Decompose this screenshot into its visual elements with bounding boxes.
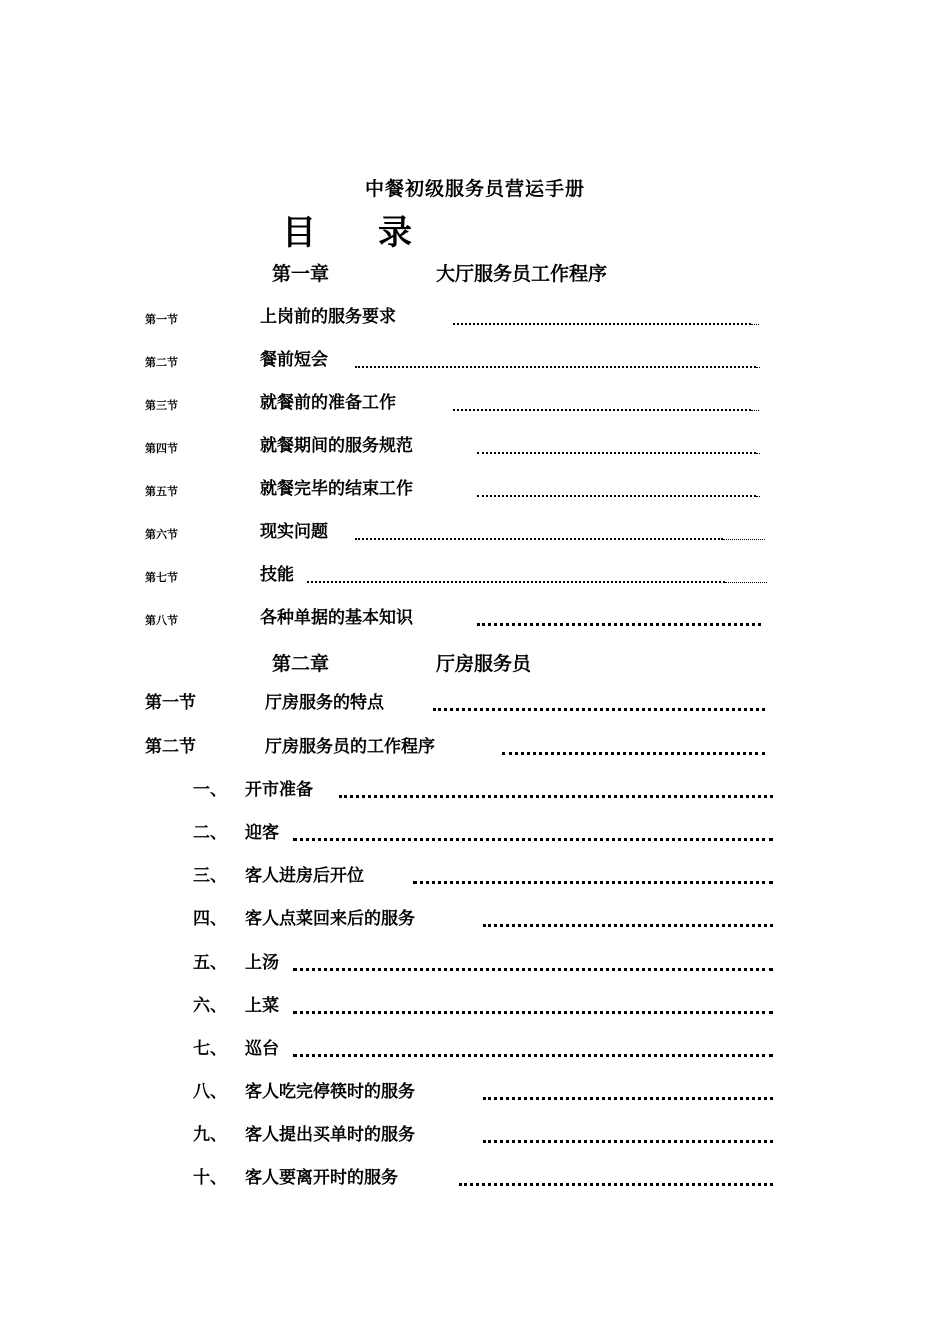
- document-title: 中餐初级服务员营运手册: [364, 178, 585, 200]
- toc-entry[interactable]: [193, 821, 778, 845]
- dot-leader: [293, 968, 773, 971]
- toc-entry[interactable]: [193, 1123, 778, 1147]
- item-label: 七、: [193, 1039, 227, 1059]
- toc-entry[interactable]: [145, 520, 765, 544]
- dot-leader: [483, 1140, 773, 1143]
- section-label: 第六节: [145, 528, 178, 541]
- dot-leader: [339, 795, 773, 798]
- dot-leader: [477, 452, 756, 454]
- toc-entry[interactable]: [145, 348, 765, 372]
- section-title: 餐前短会: [260, 350, 328, 370]
- item-title: 客人点菜回来后的服务: [245, 909, 415, 929]
- section-title: 就餐完毕的结束工作: [260, 479, 413, 499]
- toc-entry[interactable]: [145, 606, 765, 630]
- item-label: 三、: [193, 866, 227, 886]
- item-title: 客人提出买单时的服务: [245, 1125, 415, 1145]
- toc-entry[interactable]: [145, 691, 775, 715]
- dot-leader: [453, 409, 751, 411]
- section-label: 第七节: [145, 571, 178, 584]
- item-title: 巡台: [245, 1039, 279, 1059]
- dot-leader-tail: [751, 324, 759, 325]
- section-title: 厅房服务的特点: [265, 693, 384, 713]
- dot-leader: [355, 538, 723, 540]
- chapter-2-heading: [272, 649, 692, 673]
- item-label: 十、: [193, 1168, 227, 1188]
- section-label: 第一节: [145, 693, 196, 713]
- item-title: 客人吃完停筷时的服务: [245, 1082, 415, 1102]
- dot-leader-tail: [756, 367, 760, 368]
- chapter-1-heading: [272, 259, 692, 283]
- toc-entry[interactable]: [145, 563, 765, 587]
- section-title: 就餐前的准备工作: [260, 393, 396, 413]
- section-label: 第三节: [145, 399, 178, 412]
- item-title: 客人进房后开位: [245, 866, 364, 886]
- item-label: 九、: [193, 1125, 227, 1145]
- toc-entry[interactable]: [145, 735, 775, 759]
- section-label: 第二节: [145, 737, 196, 757]
- dot-leader: [355, 366, 756, 368]
- section-label: 第四节: [145, 442, 178, 455]
- dot-leader: [413, 881, 773, 884]
- dot-leader: [307, 581, 725, 583]
- dot-leader: [293, 1054, 773, 1057]
- section-label: 第八节: [145, 614, 178, 627]
- dot-leader-tail: [723, 539, 765, 540]
- dot-leader: [293, 1011, 773, 1014]
- dot-leader: [483, 924, 773, 927]
- item-title: 客人要离开时的服务: [245, 1168, 398, 1188]
- section-title: 厅房服务员的工作程序: [265, 737, 435, 757]
- section-title: 技能: [260, 565, 294, 585]
- dot-leader-tail: [751, 410, 759, 411]
- toc-heading: 目录: [282, 213, 474, 253]
- item-title: 迎客: [245, 823, 279, 843]
- item-label: 一、: [193, 780, 227, 800]
- dot-leader: [453, 323, 751, 325]
- toc-entry[interactable]: [193, 1080, 778, 1104]
- item-label: 六、: [193, 996, 227, 1016]
- dot-leader: [433, 708, 765, 711]
- toc-entry[interactable]: [193, 907, 778, 931]
- chapter-1-name: 大厅服务员工作程序: [436, 263, 608, 285]
- section-title: 就餐期间的服务规范: [260, 436, 413, 456]
- item-title: 上汤: [245, 953, 279, 973]
- item-title: 开市准备: [245, 780, 313, 800]
- item-title: 上菜: [245, 996, 279, 1016]
- section-title: 现实问题: [260, 522, 328, 542]
- toc-entry[interactable]: [193, 778, 778, 802]
- toc-entry[interactable]: [193, 864, 778, 888]
- dot-leader-tail: [725, 582, 767, 583]
- section-label: 第二节: [145, 356, 178, 369]
- chapter-2-name: 厅房服务员: [436, 653, 532, 675]
- dot-leader: [293, 838, 773, 841]
- toc-entry[interactable]: [145, 305, 765, 329]
- toc-entry[interactable]: [145, 391, 765, 415]
- toc-entry[interactable]: [193, 1037, 778, 1061]
- toc-entry[interactable]: [193, 1166, 778, 1190]
- dot-leader: [477, 623, 761, 626]
- chapter-1-number: 第一章: [272, 263, 330, 285]
- toc-entry[interactable]: [145, 477, 765, 501]
- section-title: 上岗前的服务要求: [260, 307, 396, 327]
- item-label: 五、: [193, 953, 227, 973]
- toc-entry[interactable]: [193, 951, 778, 975]
- dot-leader-tail: [756, 453, 760, 454]
- dot-leader-tail: [756, 496, 760, 497]
- dot-leader: [502, 752, 765, 755]
- section-label: 第五节: [145, 485, 178, 498]
- chapter-2-number: 第二章: [272, 653, 330, 675]
- toc-entry[interactable]: [193, 994, 778, 1018]
- item-label: 四、: [193, 909, 227, 929]
- dot-leader: [483, 1097, 773, 1100]
- item-label: 八、: [193, 1082, 227, 1102]
- section-title: 各种单据的基本知识: [260, 608, 413, 628]
- dot-leader: [459, 1183, 773, 1186]
- dot-leader: [477, 495, 756, 497]
- item-label: 二、: [193, 823, 227, 843]
- toc-entry[interactable]: [145, 434, 765, 458]
- section-label: 第一节: [145, 313, 178, 326]
